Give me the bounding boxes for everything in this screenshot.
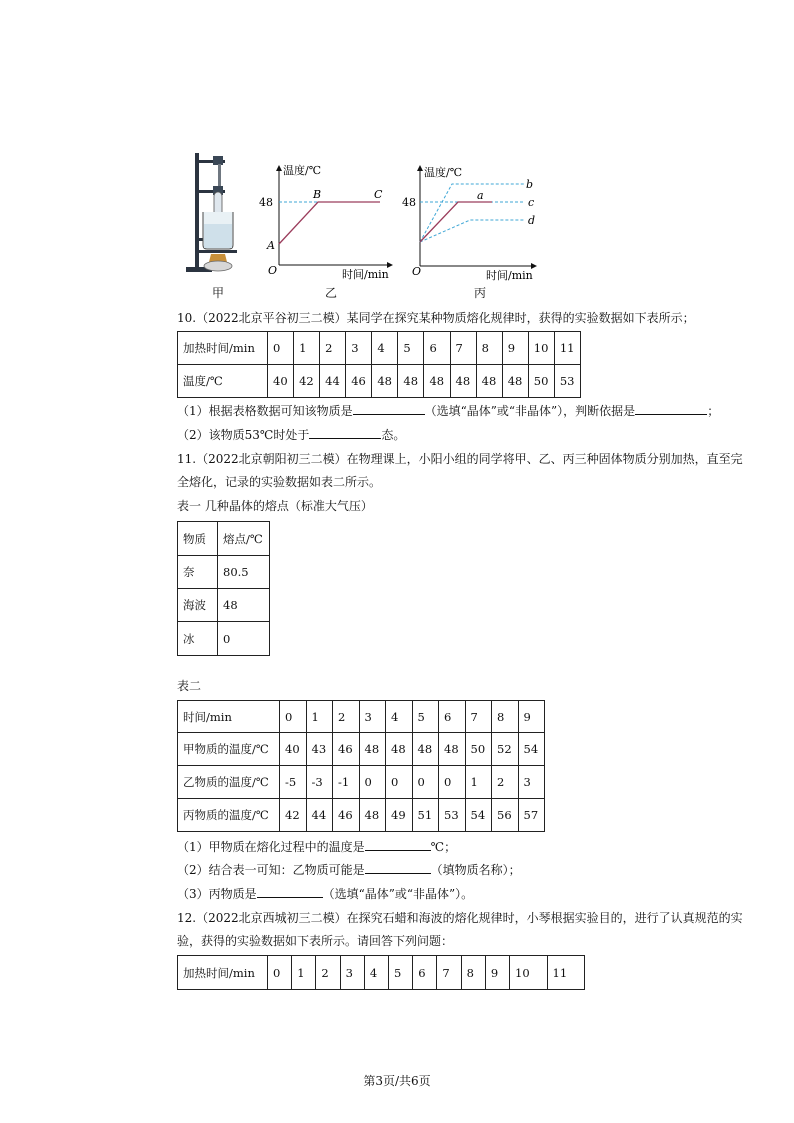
y-tick-48: 48 xyxy=(259,196,273,209)
label-d: d xyxy=(528,214,536,227)
q11-table2 xyxy=(177,700,545,832)
table-row: 物质 熔点/℃ xyxy=(178,522,270,556)
graph-bing xyxy=(400,160,545,285)
q10-stem: 10.（2022北京平谷初三二模）某同学在探究某种物质熔化规律时，获得的实验数据如下表所示； xyxy=(177,311,695,325)
table2-title: 表二 xyxy=(177,679,202,693)
q12-table xyxy=(177,955,585,990)
table-row: 温度/℃ 40 42 44 46 48 48 48 48 48 48 50 53 xyxy=(178,365,581,398)
table-row: 加热时间/min 0 1 2 3 4 5 6 7 8 9 10 11 xyxy=(178,956,585,990)
answer-blank[interactable] xyxy=(365,839,431,851)
q12-stem-line1: 12.（2022北京西城初三二模）在探究石蜡和海波的熔化规律时，小琴根据实验目的，进行了认真规范的实 xyxy=(177,911,743,925)
point-a-label: A xyxy=(267,239,275,252)
x-axis-label: 时间/min xyxy=(342,268,389,281)
q12-stem-line2: 验，获得的实验数据如下表所示。请回答下列问题： xyxy=(177,934,454,948)
q11-sub3: （3）丙物质是 （选填“晶体”或“非晶体”）。 xyxy=(177,887,474,901)
graph-yi xyxy=(256,160,406,285)
caption-jia: 甲 xyxy=(212,286,225,300)
y-tick-48: 48 xyxy=(402,196,416,209)
table-row: 甲物质的温度/℃ 40 43 46 48 48 48 48 50 52 54 xyxy=(178,733,545,766)
answer-blank[interactable] xyxy=(635,403,707,415)
table-row: 冰 0 xyxy=(178,622,270,656)
label-a: a xyxy=(477,189,484,202)
q11-table1 xyxy=(177,521,270,656)
table-header-cell: 加热时间/min xyxy=(178,332,268,365)
origin-label: O xyxy=(268,264,278,277)
table-header-cell: 加热时间/min xyxy=(178,956,268,990)
answer-blank[interactable] xyxy=(257,886,323,898)
table-row: 海波 48 xyxy=(178,589,270,622)
caption-bing: 丙 xyxy=(474,286,487,300)
y-axis-label: 温度/℃ xyxy=(424,166,463,179)
curve-d xyxy=(420,220,524,242)
y-axis-label: 温度/℃ xyxy=(283,164,322,177)
answer-blank[interactable] xyxy=(309,427,381,439)
q11-sub2: （2）结合表一可知：乙物质可能是 （填物质名称）； xyxy=(177,863,521,877)
point-b-label: B xyxy=(313,188,322,201)
caption-yi: 乙 xyxy=(325,286,338,300)
table-row: 奈 80.5 xyxy=(178,556,270,589)
apparatus-figure xyxy=(183,150,247,274)
table1-title: 表一 几种晶体的熔点（标准大气压） xyxy=(177,499,373,513)
q11-stem-line1: 11.（2022北京朝阳初三二模）在物理课上，小阳小组的同学将甲、乙、丙三种固体物质分别加热，直至完 xyxy=(177,452,743,466)
answer-blank[interactable] xyxy=(365,862,431,874)
point-c-label: C xyxy=(374,188,383,201)
page-footer: 第3页/共6页 xyxy=(363,1074,431,1088)
label-b: b xyxy=(526,178,534,191)
table-row: 加热时间/min 0 1 2 3 4 5 6 7 8 9 10 11 xyxy=(178,332,581,365)
q10-table xyxy=(177,331,581,398)
q11-sub1: （1）甲物质在熔化过程中的温度是 ℃； xyxy=(177,840,457,854)
melting-curve xyxy=(279,202,380,244)
q10-sub1: （1）根据表格数据可知该物质是 （选填“晶体”或“非晶体”），判断依据是 ； xyxy=(177,404,720,418)
q10-sub2: （2）该物质53℃时处于 态。 xyxy=(177,428,406,442)
q11-stem-line2: 全熔化，记录的实验数据如表二所示。 xyxy=(177,475,382,489)
x-axis-label: 时间/min xyxy=(486,269,533,282)
origin-label: O xyxy=(412,265,422,278)
table-row: 乙物质的温度/℃ -5 -3 -1 0 0 0 0 1 2 3 xyxy=(178,766,545,799)
curve-b xyxy=(420,184,524,242)
answer-blank[interactable] xyxy=(353,403,425,415)
table-header-cell: 温度/℃ xyxy=(178,365,268,398)
table-row: 丙物质的温度/℃ 42 44 46 48 49 51 53 54 56 57 xyxy=(178,799,545,832)
table-row: 时间/min 0 1 2 3 4 5 6 7 8 9 xyxy=(178,701,545,733)
label-c: c xyxy=(528,196,535,209)
